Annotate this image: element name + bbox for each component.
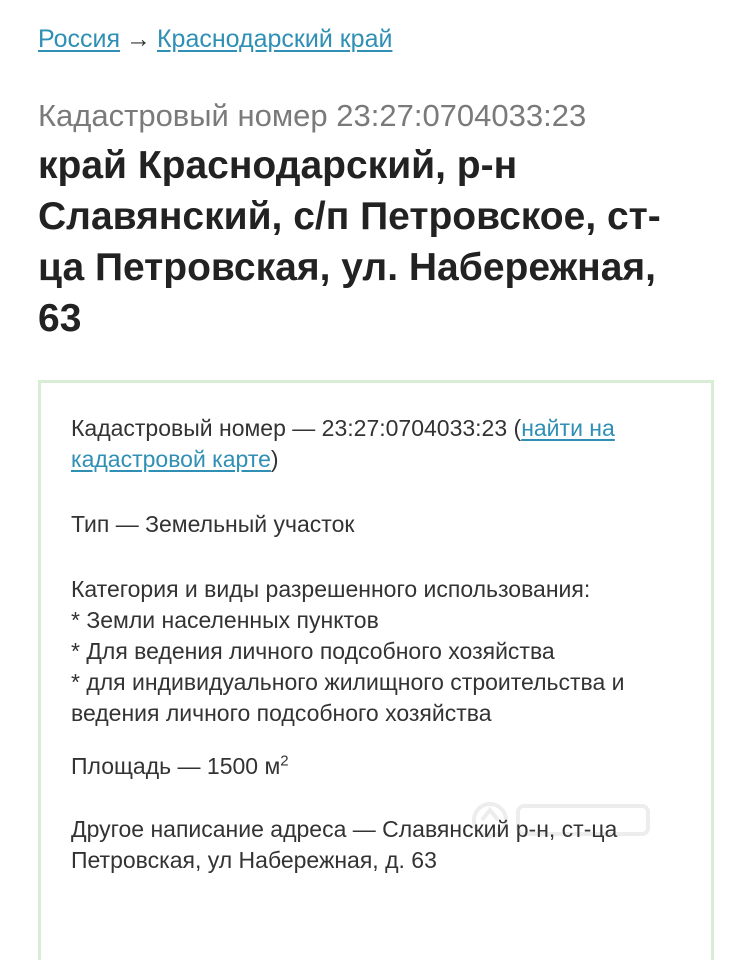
cadastral-suffix: ) — [270, 446, 279, 472]
breadcrumb-separator: → — [125, 25, 151, 53]
category-heading: Категория и виды разрешенного использования: — [71, 576, 591, 602]
category-item: * для индивидуального жилищного строительства и ведения личного подсобного хозяйства — [71, 669, 625, 726]
breadcrumb-link-krasnodar[interactable]: Краснодарский край — [156, 25, 393, 53]
cadastral-number-line — [71, 413, 681, 475]
category-item: * Земли населенных пунктов — [71, 607, 379, 633]
category-block — [71, 574, 681, 729]
area-unit-superscript: 2 — [280, 752, 289, 770]
info-card — [38, 380, 714, 960]
info-card-content — [71, 413, 681, 876]
alt-address-line: Другое написание адреса — Славянский р-н, ст-ца Петровская, ул Набережная, д. 63 — [71, 816, 618, 873]
page-subtitle: Кадастровый номер 23:27:0704033:23 — [38, 98, 587, 133]
area-line — [71, 751, 681, 782]
map-link[interactable]: найти на кадастровой карте — [71, 415, 615, 472]
type-line: Тип — Земельный участок — [71, 511, 355, 537]
category-item: * Для ведения личного подсобного хозяйства — [71, 638, 555, 664]
breadcrumb — [38, 22, 392, 56]
page-title: край Краснодарский, р-н Славянский, с/п Петровское, ст-ца Петровская, ул. Набережная, 63 — [38, 144, 661, 340]
cadastral-number-text: Кадастровый номер — 23:27:0704033:23 ( — [71, 415, 522, 441]
area-text: Площадь — 1500 м — [71, 753, 281, 779]
breadcrumb-link-russia[interactable]: Россия — [38, 25, 120, 53]
